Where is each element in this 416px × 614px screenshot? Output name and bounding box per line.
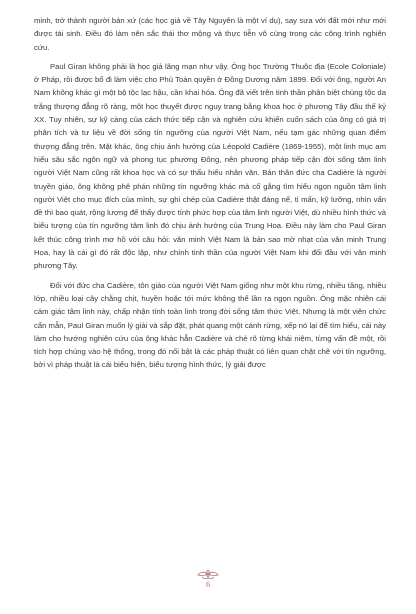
body-text [34,14,386,372]
paragraph-3: Đối với đức cha Cadière, tôn giáo của người Việt Nam giống như một khu rừng, nhiều tầng, nhiều lớp, nhiều loại cây chằng chịt, huyền hoặc tới mức không thể lần ra ngọn nguồn. Ông mặc nhiên cái cảm giác tâm linh này, chấp nhận tính toàn linh trong đời sống tâm thức Việt. Nhưng là một viên chức cẩn mẫn, Paul Giran muốn lý giải và sắp đặt, phát quang một cánh rừng, xếp nó lại để tìm hiểu, cái này làm cho hướng nghiên cứu của ông khác hẳn Cadière và chẻ rõ từng khái niệm, từng vấn đề một, rồi tích hợp chúng vào hệ thống, trong đó nổi bật là các pháp thuật có liên quan chặt chẽ với tín ngưỡng, bởi vì pháp thuật là cái biểu hiện, biểu tượng hình thức, lý giải được [34,280,386,370]
page-footer [0,568,416,608]
paragraph-2: Paul Giran không phải là học giả lãng mạn như vậy. Ông học Trường Thuộc địa (Ecole Coloniale) ở Pháp, rồi được bổ đi làm việc cho Phủ Toàn quyền ở Đông Dương năm 1899. Đối với ông, người An Nam không khác gì một bộ tộc lạc hậu, cần khai hóa. Ông đã viết trên tinh thần phân biệt chủng tộc da trắng thượng đẳng rõ ràng, một học thuyết được nguy trang bằng khoa học ở phương Tây đầu thế kỷ XX. Tuy nhiên, sự kỹ càng của cách thức tiếp cận và nghiên cứu khiến cuốn sách của ông có giá trị phân tích và tư liệu về đời sống tín ngưỡng của người Việt Nam, nếu tạm gác những quan điểm thượng đẳng trên. Mặt khác, ông chịu ảnh hưởng của Léopold Cadière (1869-1955), một linh mục am hiểu sâu sắc ngôn ngữ và phong tục phương Đông, nên phương pháp tiếp cận đời sống tâm linh người Việt Nam cũng rất khoa học và có sự thấu hiểu nhân văn. Bản thân đức cha Cadière là người truyền giáo, ông không phê phán những tín ngưỡng khác mà cố gắng tìm hiểu ngọn nguồn tâm linh người Việt cho mục đích của mình, sự ghi chép của Cadière thật đáng nể, tỉ mẩn, kỹ lưỡng, nhìn vấn đề thì bao quát, rộng lượng để thấy được tính phức hợp của tâm linh người Việt, dù nhiều hình thức và biểu tượng của tín ngưỡng tâm linh đó chịu ảnh hưởng của Trung Hoa. Điều này làm cho Paul Giran kết thúc công trình mơ hồ với câu hỏi: văn minh Việt Nam là bản sao mờ nhạt của văn minh Trung Hoa, hay là cái gì đó rất độc lập, như chính tinh thần của người Việt Nam khi đối đầu với văn minh phương Tây. [34,61,386,271]
paragraph-1: minh, trở thành người bản xứ (các học giả về Tây Nguyên là một ví dụ), say sưa với đất mới như mới được tái sinh. Điều đó làm nên sắc thái thơ mộng và thực tiễn vô cùng trong các công trình nghiên cứu. [34,16,386,52]
page-number: 6 [206,580,210,589]
